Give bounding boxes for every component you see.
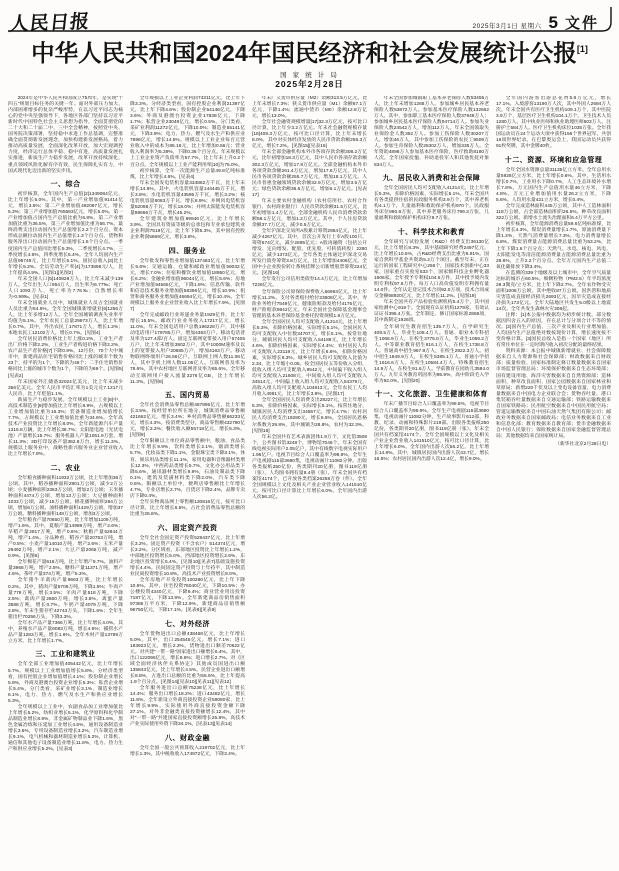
section-heading: 七、对外经济	[165, 620, 210, 628]
body-paragraph: 年末全国共有艺术表演团体1.9万个，文化馆3508个，公共图书馆3248个，博物馆7046个。年末全国有线电视实际用户2.05亿户，其中有线数字电视实际用户1.95亿户。电视节目综合人口覆盖率为99.9%。全年生产电视剧115部3690集，电视动画片11082分钟。出版各类报纸250亿份，各类期刊20亿册，图书119亿册（张），人均图书拥有量8.4册（张）。年末全国共有档案馆4174个，已开放各类档案26258万卷（件）。全年全国规模以上文化及相关产业企业营业收入141510亿元，按可比口径计算比上年增长6.0%。全年国内出游人次56.2亿。	[252, 434, 367, 501]
body-paragraph: 全年房地产开发投资100280亿元，比上年下降10.6%。其中，住宅投资76040亿元，下降10.5%；办公楼投资4340亿元，下降9.4%；商业营业用房投资7187亿元，下降13.9%。全年新建商品房销售面积97385万平方米，下降12.9%。新建商品房销售额96750亿元，下降17.1%。[见表8][见表9]	[130, 577, 245, 614]
section-heading: 四、服务业	[168, 247, 207, 255]
body-paragraph: 年末全国就业人员中，城镇就业人员占全国就业人员比重为64.5%。全年全国城镇新增就业[6]1256万人，比上年多增12万人。全年全国城镇调查失业率平均值为5.1%。全年农民工总量29973万人，比上年增长0.7%。其中，外出农民工17871万人，增长1.2%；本地农民工12102万人，增长0.7%。[见图4]	[8, 300, 123, 337]
page-title	[4, 34, 615, 68]
body-paragraph: 全年全国居民人均消费支出28227元，比上年增长5.3%，扣除价格因素，实际增长5.1%。按常住地分，城镇居民人均消费支出34557元，增长4.7%；农村居民人均消费支出19280元，增长6.5%。全国居民恩格尔系数为29.8%，其中城镇为28.8%，农村为32.3%。[见图18]	[252, 398, 367, 434]
byline-date: 2025年2月28日	[275, 79, 344, 90]
body-paragraph: 全年批发和零售业增加值137483亿元，比上年增长5.6%；交通运输、仓储和邮政业增加值59032亿元，增长7.0%；住宿和餐饮业增加值18950亿元，增长6.2%；金融业增加值96044亿元，增长5.6%；房地产业增加值94565亿元，下降1.8%；信息传输、软件和信息技术服务业增加值58396亿元，增长10.9%；租赁和商务服务业增加值46694亿元，增长10.4%。全年规模以上服务业企业营业收入比上年增长7.9%。[见图7]	[130, 258, 245, 312]
paper-logo: 人民日报	[8, 10, 92, 36]
byline	[0, 71, 619, 90]
wire-credit: （新华社北京2月28日电）	[555, 442, 611, 448]
body-paragraph: 全年限额以上单位商品零售额中，粮油、食品类比上年增长9.9%，饮料类增长2.1%，烟酒类增长5.7%，化妆品类下降1.1%，金银珠宝类下降3.1%，体育、娱乐用品类增长11.1%，家用电器和音像器材类增长12.3%，中西药品类增长5.7%，文化办公用品类下降5.6%，通讯器材类增长9.9%，石油及制品类下降0.1%，建筑及装潢材料类下降2.0%，汽车类下降0.5%。限额以上单位中，便利店零售额比上年增长4.7%，专业店增长2.7%，百货店下降2.4%，品牌专卖店下降0.4%。	[130, 439, 245, 499]
text-column-3	[252, 96, 367, 867]
section-heading: 十、科学技术和教育	[397, 228, 466, 236]
section-heading: 十二、资源、环境和应急管理	[504, 156, 603, 164]
body-paragraph: 全年国内游客出游总花费5.8万亿元，增长17.1%。入境游客13190万人次，其中外国人2694万人次。年末全国共有医疗卫生机构109.1万个，其中医院3.9万个，基层医疗卫生机构104.1万个。卫生技术人员1280万人，其中执业医师和执业助理医师503万人，注册护士584万人。医疗卫生机构床位1035万张。全年我国运动员在24个运动大项中获得156个世界冠军，共创16项世界纪录。在巴黎奥运会上，我国运动员共获得91枚奖牌，其中金牌40枚。	[496, 96, 611, 150]
body-paragraph: 全年保险公司原保险保费收入56963亿元，比上年增长11.2%。支付各类赔付给付23608亿元。其中，寿险业务给付7549亿元，健康险赔款及给付4175亿元，财产险赔款9842亿元。年末全国社会保障基金理事会管理的基本养老保险基金委托投资规模1.9万亿元。	[252, 289, 367, 319]
body-paragraph: 初步核算，全年国内生产总值[2]1349084亿元，比上年增长5.0%。其中，第一产业增加值91414亿元，增长3.5%；第二产业增加值492087亿元，增长5.3%；第三产业增加值765583亿元，增长5.0%。第一产业增加值占国内生产总值比重为6.8%，第二产业增加值比重为36.5%，第三产业增加值比重为56.7%。最终消费支出拉动国内生产总值增长2.2个百分点，资本形成总额拉动国内生产总值增长1.3个百分点，货物和服务净出口拉动国内生产总值增长1.5个百分点。一季度国内生产总值同比增长5.3%，二季度增长4.7%，三季度增长4.6%，四季度增长5.4%。全年人均国内生产总值95749元，比上年增长5.1%。国民总收入[3]比上年增长5.2%。全员劳动生产率[4]为173898元/人，比上年提高4.9%。[见图1][见图2]	[8, 192, 123, 276]
body-paragraph: 年末全国人口[5]140828万人，比上年末减少139万人。全年出生人口954万人，出生率为6.77‰；死亡人口1093万人，死亡率为7.76‰；自然增长率为-0.99‰。[见表1]	[8, 276, 123, 300]
body-paragraph: 在监测的339个地级及以上城市中，全年空气质量达标的城市占60.5%。细颗粒物（PM2.5）年平均浓度28.3微克/立方米，比上年下降2.7%。全年农作物受灾面积1008万公顷，其中绝收87万公顷。因洪涝和地质灾害造成直接经济损失2693亿元，因旱灾造成直接经济损失173亿元。全年大陆地区共发生5.0级以上地震14次。全年共发生森林火灾308起。	[496, 270, 611, 312]
body-paragraph: 全年水产品产量7366万吨，比上年增长4.0%。其中，养殖水产品产量6083万吨，增长4.6%；捕捞水产品产量1283万吨，增长1.6%。全年木材产量13789万立方米，比上年增长1.7%。	[8, 620, 123, 644]
body-paragraph: 全年全国居民人均可支配收入41314元，比上年增长5.3%，扣除价格因素，实际增长5.1%。全国居民人均可支配收入中位数34707元，增长5.1%。按常住地分，城镇居民人均可支配收入54188元，比上年增长4.6%，扣除价格因素，实际增长4.4%；农村居民人均可支配收入23119元，比上年增长6.6%，扣除价格因素，实际增长6.3%。城乡居民人均可支配收入比值为2.34，比上年缩小0.05。按全国居民五等份收入分组，低收入组人均可支配收入9542元，中间偏下收入组人均可支配收入21608元，中间收入组人均可支配收入34514元，中间偏上收入组人均可支配收入54379元，高收入组人均可支配收入104813元。全年农民工人均月收入4961元，比上年增长3.8%。[见图17]	[252, 319, 367, 398]
body-paragraph: 全年全国一般公共预算收入219702亿元，比上年增长1.3%，其中税收收入174972亿元，下降3.4%。	[130, 745, 245, 757]
article-columns	[8, 96, 611, 867]
body-paragraph: 全年服务进出口总额75238亿元，比上年增长14.4%；服务出口增长18.2%；进口43482亿元，增长11.8%。全年新设立外商直接投资企业59080家，比上年增长9.9%。实际使用外商直接投资金额下降27.1%。对外非金融类直接投资额增长12.4%，其中对“一带一路”共建国家直接投资额增长25.8%。高技术产业实际使用外资下降34.1%。[见表13][见表14]	[130, 686, 245, 728]
body-paragraph: 初步核算，全年一次能源生产总量49.8亿吨标准煤，比上年增长4.6%。[见表4]	[130, 168, 245, 180]
body-paragraph: 全年货物进出口总额438468亿元，比上年增长5.0%。其中，出口254545亿元，增长7.1%；进口183923亿元，增长2.3%。货物进出口顺差70622亿元。对共建“一带一路”国家进出口额增长6.4%。其中，出口122096亿元，增长9.6%；进口增长2.7%。对《区域全面经济伙伴关系协定》其他成员国进出口额135843亿元，比上年增长4.5%。民营企业进出口额增长8.8%，占进出口总额的比重为55.5%，比上年提高1.9个百分点。[见图14][见表10][见表11][见表12]	[130, 631, 245, 685]
section-heading: 八、财政金融	[165, 734, 210, 742]
section-heading: 二、农业	[50, 464, 81, 472]
body-paragraph: 年末全国共有产品检验检测机构5.4万个，其中国家检测中心919个。全国现有认证机构1279家，有效认证证书395.4万张。全年制定、修订国家标准2866项，其中新制定1928项。	[374, 300, 489, 324]
section-heading: 九、居民收入消费和社会保障	[382, 175, 481, 183]
body-paragraph: 新质生产力稳步发展。全年规模以上工业[8]中，高技术制造业[9]增加值比上年增长8.9%，占规模以上工业增加值比重为16.3%；装备制造业增加值增长7.7%，占规模以上工业增加值比重为34.6%。全年高技术产业投资比上年增长8.0%。全年新能源汽车产量1316.8万辆，比上年增长38.7%；太阳能电池（光伏电池）产量增长15.7%；服务机器人产量1051.9万套，增长11.3%；3D打印设备产量362.8万台，增长11.3%。规模以上服务业中，战略性新兴服务业企业营业收入比上年增长7.9%。	[8, 397, 123, 458]
body-paragraph: 2024年是中华人民共和国成立75周年，是实现“十四五”规划目标任务的关键一年。面对外部压力加大、内部困难增多的复杂严峻形势，在以习近平同志为核心的党中央坚强领导下，各地区各部门坚持以习近平新时代中国特色社会主义思想为指导，全面贯彻党的二十大和二十届二中、三中全会精神，按照党中央、国务院决策部署，坚持稳中求进工作总基调，完整准确全面贯彻新发展理念，加快构建新发展格局，着力推动高质量发展，全面深化改革开放，加大宏观调控力度，经济运行总体平稳、稳中有进，高质量发展扎实推进，新质生产力稳步发展，改革开放持续深化，重点领域风险化解有序有效，民生保障扎实有力，中国式现代化迈出新的坚实步伐。	[8, 96, 123, 174]
body-paragraph: 年末广义货币供应量（M2）余额313.5万亿元，比上年末增长7.3%；狭义货币供应量（M1）余额67.1万亿元，下降1.4%；流通中货币（M0）余额12.8万亿元，增长13.0%。	[252, 96, 367, 120]
text-column-4	[374, 96, 489, 867]
body-paragraph: 全年全社会固定资产投资529437亿元，比上年增长3.2%。固定资产投资（不含农户）514374亿元，增长3.2%。分区域看，东部地区投资比上年增长1.2%，中部地区投资增长5.0%，西部地区投资增长2.6%，东北地区投资增长5.4%。[见图10][见表7]基础设施投资增长4.4%。民间固定资产投资与上年持平，其中制造业民间投资增长10.8%。高技术产业投资增长8.0%。	[130, 535, 245, 577]
title-footnote-mark: [1]	[576, 44, 588, 55]
body-paragraph: 年末全部金融机构本外币各项存款余额308.2万亿元，比年初增加18.3万亿元，其中人民币各项存款余额302.3万亿元，增加17.8万亿元。全部金融机构本外币各项贷款余额261.4万亿元，增加17.6万亿元，其中人民币各项贷款余额255.7万亿元，增加18.1万亿元。人民币普惠金融领域贷款余额32.9万亿元，增加3.5万亿元；绿色贷款余额36.6万亿元，增加6.1万亿元。[见表17]	[252, 150, 367, 198]
body-paragraph: 全年猪牛羊禽肉产量9663万吨，比上年增长0.2%。其中，猪肉产量5706万吨，下降1.5%；牛肉产量779万吨，增长3.5%；羊肉产量518万吨，下降2.5%；禽肉产量2660万吨，增长3.8%。禽蛋产量3588万吨，增长0.7%。牛奶产量4079万吨，下降2.8%。年末生猪存栏42743万头，下降1.6%；全年生猪出栏70256万头，下降3.3%。	[8, 578, 123, 620]
body-paragraph: 全年社会消费品零售总额487895亿元，比上年增长3.5%。按经营单位所在地分，城镇消费品零售额421662亿元，增长3.4%；乡村消费品零售额66233亿元，增长4.3%。按消费类型分，商品零售额432790亿元，增长3.2%；餐饮收入额55718亿元，增长5.3%。[见图9]	[130, 403, 245, 439]
body-paragraph: 全年发行公司信用类债券14.4万亿元，比上年增加7226亿元。	[252, 277, 367, 289]
body-paragraph: 年末广播节目综合人口覆盖率为99.8%，电视节目综合人口覆盖率为99.9%。全年生产电视剧115部3690集，电视动画片11082分钟。生产故事影片612部，科教、纪录、动画和特殊影片219部。出版各类报纸250亿份，各类期刊20亿册，图书119亿册（张）。年末全国共有档案馆4174个。全年全国规模以上文化及相关产业企业营业收入141510亿元，按可比口径计算，比上年增长6.0%。全年国内出游人次56.2亿，比上年增长14.8%。其中，城镇居民国内出游人次43.7亿，增长16.5%；农村居民国内出游人次12.4亿，增长9.0%。	[374, 402, 489, 462]
body-paragraph: 资料来源：本公报中城镇新增就业、社会保障数据来自人力资源和社会保障部；财政数据来自财政部；质量检验、国家标准制定修订数量数据来自国家市场监督管理总局；环境保护数据来自生态环境部；国有建设用地、海洋灾害数据来自自然资源部；造林面积、种草改良面积、国家公园数据来自国家林业和草原局；新增220千伏及以上变电设备容量、电力消费量数据来自中国电力企业联合会；货物吞吐量、港口集装箱吞吐量数据来自交通运输部；铁路运输数据来自国家铁路局；民用航空数据来自中国民用航空局；管道运输数据来自中国石油天然气集团有限公司；邮政业务数据来自国家邮政局；电信业务数据来自工业和信息化部；教育数据来自教育部；货币金融数据来自中国人民银行；保险数据来自国家金融监督管理总局；其他数据均来自国家统计局。	[496, 349, 611, 439]
byline-org: 国 家 统 计 局	[280, 71, 339, 79]
body-paragraph: 全年粮食播种面积11932万公顷，比上年增加36万公顷。其中，稻谷播种面积2901万公顷，减少2万公顷；小麦播种面积2363万公顷，增加2万公顷；玉米播种面积4474万公顷，增加13万公顷；大豆播种面积1033万公顷，减少15万公顷。棉花播种面积284万公顷，增加6万公顷。油料播种面积1429万公顷，增加37万公顷。糖料播种面积148万公顷，增加3万公顷。	[8, 475, 123, 517]
masthead-meta	[473, 12, 599, 33]
body-paragraph: 全年完成造林面积445万公顷，其中人工造林面积118万公顷，占全部造林面积的26.5%。种草改良面积322万公顷。新增水土流失治理面积6.4万平方公里。	[496, 204, 611, 222]
body-paragraph: 全年棉花产量616万吨，比上年增产9.7%。油料产量3966万吨，增产2.5%。糖料产量11371万吨，增产4.5%。茶叶产量374万吨，增产5.3%。	[8, 560, 123, 578]
issue-date: 2025年3月1日 星期六	[472, 23, 542, 30]
section-heading: 五、国内贸易	[165, 392, 210, 400]
text-column-5	[496, 96, 611, 867]
body-paragraph: 全年社会融资规模增量[17]32.3万亿元，按可比口径计算，比上年少3.2万亿元。年末社会融资规模存量[18]408.3万亿元，按可比口径计算，比上年末增长8.0%，其中对实体经济发放的人民币贷款余额255.3万亿元，增长7.2%。[见图15][见表16]	[252, 120, 367, 150]
body-paragraph: 全年研究生教育招生135.7万人，在学研究生409.5万人，毕业生108.4万人。普通、职业本专科招生1068.9万人，在校生3775.0万人，毕业生1069.2万人。中等职业教育招生616.1万人，在校生1738.8万人。普通高中招生967.8万人，在校生2922.3万人。初中招生1849.9万人，在校生5385.1万人。普通小学招生1616.6万人，在校生10584.4万人。特殊教育招生14.9万人，在校生91.6万人。学前教育在园幼儿3584.0万人。九年义务教育巩固率为95.9%，高中阶段毛入学率为92.0%。[见图20]	[374, 324, 489, 384]
body-paragraph: 全年全部工业增加值405442亿元，比上年增长5.7%。规模以上工业增加值增长5.8%。分经济类型看，国有控股企业增加值增长4.1%；股份制企业增长5.9%，外商及港澳台投资企业增长5.3%；私营企业增长5.4%。分门类看，采矿业增长3.1%，制造业增长6.1%，电力、热力、燃气及水生产和供应业增长5.3%。	[8, 662, 123, 704]
body-paragraph: 全年居民消费价格比上年上涨0.2%，工业生产者出厂价格下降2.2%，工业生产者购进价格下降2.2%，农产品生产者价格[7]下降0.9%。12月份，70个大中城市中，新建商品住宅销售价格同比上涨的城市个数为23个，持平的为1个，下降的为46个；二手住宅销售价格同比上涨的城市个数为1个，下降的为69个。[见图5][见表2]	[8, 337, 123, 379]
body-paragraph: 年末主要农村金融机构（农村信用社、农村合作银行、农村商业银行）人民币贷款余额31.5万亿元，比年初增加1.4万亿元。全部金融机构人民币消费贷款余额58.1万亿元，增加1.2万亿元。其中，个人住房贷款余额37.7万亿元，减少0.5万亿元。	[252, 198, 367, 228]
section-heading: 十一、文化旅游、卫生健康和体育	[375, 391, 488, 399]
body-paragraph: 全年全国居民人均可支配收入41314元，比上年增长5.3%，扣除价格因素，实际增长5.1%。年末全国共有各类提供住宿的民政服务机构3.9万个，其中养老机构4.1万个，儿童福利和救助保护机构970个。民政服务床位860.8万张，其中养老服务床位799.3万张，儿童福利和救助保护机构床位9.7万张。	[374, 186, 489, 222]
body-paragraph: 全年建筑业增加值89946亿元，比上年增长3.9%。全国具有资质等级的总承包和专业承包建筑业企业利润7519亿元，比上年下降5.3%，其中国有控股企业利润5669亿元，增长3.8%。	[130, 216, 245, 241]
section-heading: 一、综合	[50, 181, 81, 189]
body-paragraph: 全年全国水资源总量31135亿立方米。全年总用水量5928亿立方米，比上年增长0.6%。其中，生活用水增长0.7%，工业用水下降0.7%，人工生态环境补水增长7.8%。万元国内生产总值用水量46立方米，下降4.8%。万元工业增加值用水量26.2立方米，下降5.6%。人均用水量421立方米，增长0.4%。	[496, 167, 611, 204]
section-heading: 六、固定资产投资	[157, 524, 218, 532]
body-paragraph: 注释：[1]本公报中数据均为初步统计数。部分数据因四舍五入的原因，存在总计与分项合计不等的情况。[2]国内生产总值、三次产业及相关行业增加值、人均国内生产总值绝对数按现价计算，增长速度按不变价格计算。[3]国民总收入是指一个国家（地区）所有常住单位在一定时期内收入初次分配的最终结果。	[496, 313, 611, 349]
body-paragraph: 全年规模以上工业企业利润74311亿元，比上年下降3.3%。分经济类型看，国有控股企业利润21397亿元，比上年下降4.6%；股份制企业54146亿元，下降3.6%；外商及港澳台投资企业17838亿元，下降1.7%；私营企业23048亿元，增长0.5%。分门类看，采矿业利润11272亿元，下降10.0%；制造业55141亿元，下降3.9%；电力、热力、燃气及水生产和供应业7898亿元，增长14.5%。规模以上工业企业每百元营业收入中的成本为85.16元，比上年增加0.56元；营业收入利润率为5.39%，下降0.36个百分点。年末规模以上工业企业资产负债率为57.7%，比上年末上升0.2个百分点。全年规模以上工业产能利用率[10]为75.0%。	[130, 96, 245, 168]
page-number: 5	[548, 13, 558, 32]
body-paragraph: 全年规模以上工业中，农副食品加工业增加值比上年增长5.2%，纺织业增长5.1%，化学原料和化学制品制造业增长8.9%，非金属矿物制品业下降1.6%，黑色金属冶炼和压延加工业增长4.5%，通用设备制造业增长3.6%，专用设备制造业增长3.2%，汽车制造业增长9.1%，电气机械和器材制造业增长5.2%，计算机、通信和其他电子设备制造业增长11.8%，电力、热力生产和供应业增长5.2%。[见表3]	[8, 704, 123, 753]
body-paragraph: 年末国家外汇储备32024亿美元，比上年末减少356亿美元。全年人民币平均汇率为1美元兑7.1217元人民币，比上年贬值1.1%。	[8, 379, 123, 397]
section-heading: 三、工业和建筑业	[35, 651, 96, 659]
section-name: 文件	[564, 15, 599, 32]
body-paragraph: 全年完成邮政行业寄递业务量1929亿件，比上年增长15.5%。邮政行业业务收入17217亿元，增长11.0%。年末全国电话用户总数196228万户，其中移动电话用户179785万户，增加4363万户。移动电话普及率为127.4部/百人。固定互联网宽带接入用户67405万户，比上年末增加3802万户，其中1000M速率及以上的宽带接入用户20685万户，增加4163万户。移动物联网终端用户26.56亿户。互联网上网人数11.08亿人，其中手机上网人数11.05亿人。互联网普及率为78.6%，其中农村地区互联网普及率为65.6%。全年移动互联网用户接入流量3276亿GB，比上年增长11.3%。[见图8]	[130, 313, 245, 385]
body-paragraph: 全年沪深北交易所A股累计筹资2954亿元，比上年减少4267亿元。其中，首次公开发行上市A股100只，筹资674亿元，减少2895亿元；A股再融资（包括公开增发、定向增发、配股、优先股、可转债转股）2280亿元，减少1373亿元。全年各类主体通过沪深北交易所发行债券筹资3.8万亿元，比上年增加4408亿元。全国中小企业股份转让系统挂牌公司新增股票筹资224亿元。[见图16]	[252, 229, 367, 277]
masthead	[8, 6, 611, 36]
text-column-2	[130, 96, 245, 867]
body-paragraph: 年末全国发电装机容量334862万千瓦，比上年末增长14.6%。其中，火电装机容量144445万千瓦，增长3.8%；水电装机容量43595万千瓦，增长3.2%；核电装机容量6083万千瓦，增长6.9%；并网风电装机容量52068万千瓦，增长18.0%；并网太阳能发电装机容量88666万千瓦，增长45.2%。	[130, 180, 245, 216]
body-paragraph: 全年研究与试验发展（R&D）经费支出36130亿元，比上年增长8.3%，其中基础研究经费2497亿元，比上年增长10.5%，占R&D经费支出比重为6.91%。国家自然科学基金共资助5.2万个项目。截至年末，正在运行的国家工程研究中心256个，国家技术创新中心33家，国家重点实验室533个，国家级科技企业孵化器1606家。全年授予专利权104.5万件，其中授予境内发明专利权97.8万件。每万人口高价值发明专利拥有量14.0件。全年认定登记技术合同92.0万项，技术合同成交金额68920亿元，比上年增长11.2%。[见图19]	[374, 239, 489, 300]
body-paragraph: 全年粮食产量70650万吨，比上年增加1109万吨，增产1.6%。其中，夏粮产量14989万吨，增产2.6%；早稻产量2817万吨，增产0.6%；秋粮产量52844万吨，增产1.4%。分品种看，稻谷产量20753万吨，增产0.5%；小麦产量14010万吨，增产2.6%；玉米产量29492万吨，增产2.1%；大豆产量2065万吨，减产0.9%。[见图6]	[8, 518, 123, 560]
page-title-text: 中华人民共和国2024年国民经济和社会发展统计公报	[31, 40, 577, 66]
body-paragraph: 全年实物商品网上零售额130816亿元，按可比口径计算，比上年增长6.5%，占社会消费品零售总额的比重为26.8%。	[130, 499, 245, 517]
text-column-1	[8, 96, 123, 867]
body-paragraph: 年末全国参加城镇职工基本养老保险人数53455万人，比上年末增加1268万人。参加城乡居民基本养老保险人数53872万人。参加基本医疗保险人数132662万人。其中，参加职工基本医疗保险人数37948万人；参加城乡居民基本医疗保险人数94714万人。参加失业保险人数24542万人，增加112万人。年末全国领取失业保险金人数352万人。参加工伤保险人数30207万人，增加46万人，其中参加工伤保险的农民工9509万人。参加生育保险人数25302万人，增加335万人。全年资助4898万人参加基本医疗保险，医疗救助8180万人次。全年国家抚恤、补助退役军人和其他优抚对象834万人。	[374, 96, 489, 168]
body-paragraph: 初步核算，全年能源消费总量59.6亿吨标准煤，比上年增长4.3%。煤炭消费量增长1.7%，原油消费量下降1.2%，天然气消费量增长7.3%，电力消费量增长6.8%。煤炭消费量占能源消费总量比重为53.2%，比上年下降1.6个百分点；天然气、水电、核电、风电、太阳能发电等清洁能源消费量占能源消费总量比重为28.6%，上升2.2个百分点。全年万元国内生产总值二氧化碳排放下降3.4%。	[496, 222, 611, 270]
